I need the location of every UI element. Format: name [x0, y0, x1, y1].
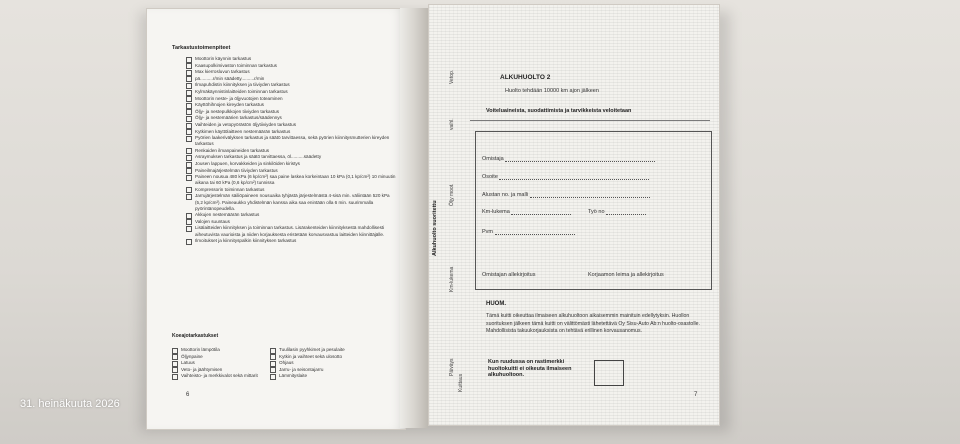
field-date-line [495, 229, 575, 235]
checklist-item [172, 354, 264, 361]
checklist-item [186, 154, 396, 161]
field-shop-signature: Korjaamon leima ja allekirjoitus [588, 272, 664, 278]
checklist-item-label: Ohjaus [279, 360, 294, 366]
field-owner-label: Omistaja [482, 156, 504, 162]
checkbox-icon [186, 187, 192, 193]
test-drive-title: Koeajotarkastukset [172, 333, 219, 339]
checkbox-icon [270, 374, 276, 380]
checklist-item-label: Moottorin neste- ja öljyvuotojen toteaminen [195, 95, 283, 101]
booklet-spine [400, 8, 428, 428]
checklist-item [186, 76, 396, 83]
field-work-no [588, 209, 646, 215]
checklist-item-label: Renkaiden ilmanpaineiden tarkastus [195, 147, 270, 153]
test-drive-column-left [172, 347, 264, 380]
checklist-item-label: Vaihteisto- ja merkkivalot sekä mittarit [181, 373, 258, 379]
checklist-item [186, 102, 396, 109]
checkbox-icon [186, 63, 192, 69]
checklist-item-label: Kytkin ja vaihteet sekä ulosotto [279, 353, 343, 359]
checkbox-icon [186, 219, 192, 225]
checklist-item-label: Paineilmajärjestelmän tiiviyden tarkastus [195, 167, 278, 173]
check-box [594, 360, 624, 386]
checkbox-icon [186, 96, 192, 102]
checkbox-icon [186, 76, 192, 82]
checkbox-icon [270, 367, 276, 373]
checklist-item [186, 89, 396, 96]
field-work-no-line [606, 209, 646, 215]
checkbox-icon [186, 90, 192, 96]
checklist-item-label: Ilmoitukset ja kiinnityspalkin kiinnityksen tarkastus [195, 237, 297, 243]
checklist-item-label: Lämmityslaite [279, 373, 308, 379]
checklist-item [186, 238, 396, 245]
checklist-item-label: Valojen suuntaus [195, 218, 230, 224]
side-label-paivays: Päiväys [449, 358, 455, 376]
checkbox-icon [270, 361, 276, 367]
checkbox-icon [186, 213, 192, 219]
side-label-vetop: Vetop. [449, 69, 455, 84]
checkbox-icon [186, 123, 192, 129]
charges-heading: Voiteluaineista, suodattimista ja tarvikkeista veloitetaan [486, 108, 632, 114]
checklist-item [186, 174, 396, 187]
side-label-vaihl: vaihl. [449, 118, 455, 130]
page-number-right: 7 [694, 392, 698, 398]
checklist-item [186, 122, 396, 129]
checklist-item [186, 69, 396, 76]
field-km-label: Km-lukema [482, 209, 510, 215]
checklist-item-label: Akkujen nestemäärän tarkastus [195, 212, 260, 218]
field-address-label: Osoite [482, 174, 498, 180]
checkbox-icon [172, 348, 178, 354]
checklist-item-label: Latuus [181, 360, 195, 366]
field-km-line [511, 209, 571, 215]
side-label-kuittaus: Kuittaus [458, 373, 464, 392]
checklist-item-label: Öljy- ja nestepulkkojen tiiviyden tarkastus [195, 108, 280, 114]
field-owner-line [505, 156, 655, 162]
checklist-item [186, 63, 396, 70]
test-drive-checklist [172, 347, 362, 380]
checkbox-icon [270, 354, 276, 360]
checkbox-icon [270, 348, 276, 354]
checkbox-icon [186, 136, 192, 142]
checkbox-icon [186, 226, 192, 232]
checklist-item [186, 219, 396, 226]
checklist-item [186, 148, 396, 155]
checklist-item [186, 56, 396, 63]
checklist-item-label: Öljynpaine [181, 353, 203, 359]
checklist-item [270, 360, 362, 367]
checkbox-icon [186, 155, 192, 161]
field-work-no-label: Työ no [588, 209, 605, 215]
field-chassis-line [530, 192, 650, 198]
checklist-item-label: Kylmäkäynnistinlaitteiden toiminnan tarkastus [195, 88, 288, 94]
photo-date-overlay: 31. heinäkuuta 2026 [20, 398, 120, 410]
checkbox-icon [172, 367, 178, 373]
checklist-item-label: Moottorin lämpötila [181, 347, 220, 352]
checklist-item [270, 373, 362, 380]
field-address [482, 174, 649, 180]
checkbox-icon [186, 83, 192, 89]
checklist-item [186, 129, 396, 136]
checkbox-icon [186, 194, 192, 200]
test-drive-column-right [270, 347, 362, 380]
checklist-item [270, 347, 362, 354]
checkbox-icon [186, 116, 192, 122]
inspection-checklist [186, 56, 396, 245]
checklist-item-label: Paineen nousua 480 kPa (6 kp/cm²) saa paine laskea korkeintaan 10 kPa (0,1 kp/cm²) 10 minuutin aikana tai 60 kPa (0,6 kp/cm²) tunnissa [195, 174, 396, 186]
checklist-item [186, 212, 396, 219]
checkbox-icon [172, 374, 178, 380]
field-chassis-label: Alustan no. ja malli [482, 192, 529, 198]
checklist-item [172, 360, 264, 367]
checklist-item-label: Vaihteiden ja vetopyörästön öljytiiviyden tarkastus [195, 121, 297, 127]
checklist-item-label: Lisälaitteiden kiinnityksen ja toiminnan tarkastus. Lisärakenteiden kiinnityksestä mahdollisesti aiheutuvista vaurioista ja niiden korjauksesta eristetään korvausvastuu laitteiden kiinnittäjälle. [195, 225, 385, 237]
checkbox-icon [186, 168, 192, 174]
divider [470, 120, 710, 121]
checklist-item [172, 367, 264, 374]
checklist-item [186, 115, 396, 122]
side-label-suoritettu: Alkuhuolto suoritettu [432, 200, 438, 256]
checkbox-icon [186, 239, 192, 245]
checklist-item-label: Asraymuksen tarkastus ja säätö tarvittaessa, öl..........säädetty [195, 154, 322, 160]
checklist-item-label: Veto- ja jäähtymisen [181, 366, 223, 372]
checkbox-icon [172, 354, 178, 360]
checklist-item [270, 354, 362, 361]
field-owner-signature: Omistajan allekirjoitus [482, 272, 536, 278]
checkbox-icon [186, 148, 192, 154]
checkbox-icon [186, 129, 192, 135]
service-title: ALKUHUOLTO 2 [500, 74, 551, 81]
checklist-item-label: Kytkimen käyttölaitteen nestemäärän tarkastus [195, 128, 291, 134]
field-km [482, 209, 571, 215]
field-date [482, 229, 575, 235]
checklist-item [172, 373, 264, 380]
checkbox-icon [186, 162, 192, 168]
field-date-label: Pvm [482, 229, 493, 235]
checklist-item [186, 161, 396, 168]
checkbox-icon [186, 109, 192, 115]
checklist-item-label: Kompressorin toiminnan tarkastus [195, 186, 265, 192]
checkbox-icon [172, 361, 178, 367]
page-number-left: 6 [186, 392, 190, 398]
checklist-item [186, 168, 396, 175]
checklist-item [186, 135, 396, 148]
note-bold-text: Kun ruudussa on rastimerkki huoltokuitti ei oikeuta ilmaiseen alkuhuoltoon. [488, 359, 572, 378]
checklist-item-label: Öljy- ja nestemäärien tarkastus/säädennys [195, 115, 282, 121]
checklist-item [186, 225, 396, 238]
checklist-item-label: Moottorin käynnin tarkastus [195, 56, 252, 61]
field-owner [482, 156, 655, 162]
checklist-item-label: Jarru- ja seisontajarru [279, 366, 324, 372]
checkbox-icon [186, 175, 192, 181]
checklist-item [186, 187, 396, 194]
checklist-item-label: pä..........r/min säädetty..........r/min [195, 75, 265, 81]
checkbox-icon [186, 57, 192, 63]
checklist-item [172, 347, 264, 354]
checklist-item [186, 82, 396, 89]
side-label-oljymoot: Öljy moot. [449, 183, 455, 206]
checkbox-icon [186, 103, 192, 109]
note-heading: HUOM. [486, 301, 506, 307]
checklist-item [186, 193, 396, 212]
checklist-item-label: Pyörien laakerivälyksen tarkastus ja säätö tarvittaessa, sekä pyörien kiinnitysmutterien kireyden tarkastus [195, 135, 390, 147]
side-label-kmlukema: Km-lukema [449, 266, 455, 292]
service-subtitle: Huolto tehdään 10000 km ajon jälkeen [505, 88, 599, 94]
checklist-item-label: Ilmapuhdistin kiinnityksen ja tiiviyden tarkastus [195, 82, 290, 88]
left-page-title: Tarkastustoimenpiteet [172, 45, 231, 51]
field-address-line [499, 174, 649, 180]
checklist-item-label: Jarrujärjestelmän säiliöpaineen nousuaika tyhjästä järjestelmästä 4-sisä min. väliintään 520 kPa (5,2 kp/cm²). Paineaukko yhdistelmän kanssa aika saa enintään olla 6 min. suurimmalla pyörintänopeudella. [195, 193, 390, 211]
checklist-item-label: Max kierrosluvun tarkastus [195, 69, 250, 75]
checklist-item-label: Tuulilasin pyyhkimet ja pesulaite [279, 347, 345, 352]
checklist-item-label: Jousen lappuen, korvakkeiden ja sinkilöiden kiristys [195, 160, 300, 166]
note-text: Tämä kuitti oikeuttaa ilmaiseen alkuhuoltoon aikaisemmin mainituin edellytyksin. Huollon suorituksen jälkeen tämä kuitti on välittömästi lähetettävä Oy Sisu-Auto Ab:n huolto-osastolle. Mahdollisista takuukorjauksista on tehtävä erillinen korvausanomus. [486, 313, 700, 335]
checklist-item [186, 96, 396, 103]
checkbox-icon [186, 70, 192, 76]
checklist-item [270, 367, 362, 374]
field-chassis [482, 192, 650, 198]
checklist-item-label: Käyttöhihnojen kireyden tarkastus [195, 102, 264, 108]
checklist-item-label: Kaasupolkimivaston toiminnan tarkastus [195, 62, 277, 68]
